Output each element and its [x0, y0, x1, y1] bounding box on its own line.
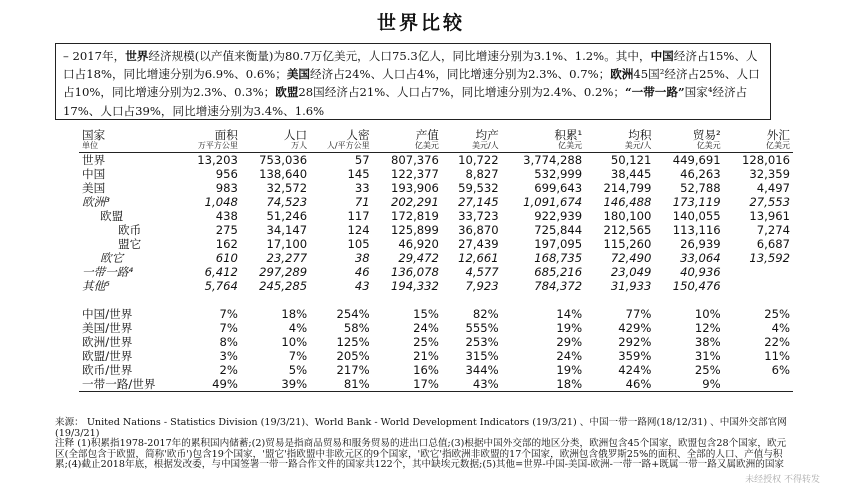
table-cell: 753,036 [241, 153, 310, 168]
table-cell: 145 [347, 167, 370, 181]
unit-label: 美元/人 [442, 142, 502, 153]
summary-europe: 欧洲 [610, 67, 634, 82]
table-row [79, 279, 793, 293]
table-cell: 22% [764, 335, 790, 349]
unit-label: 美元/人 [585, 142, 654, 153]
summary-belt-road: “一带一路” [624, 85, 685, 100]
table-cell: 202,291 [390, 195, 439, 209]
table-cell: 162 [215, 237, 238, 251]
table-cell: 197,095 [534, 237, 583, 251]
row-label: 欧币 [118, 223, 142, 237]
table-cell: 16% [413, 363, 439, 377]
unit-label: 亿美元 [654, 142, 723, 153]
summary-text: 45国²经济占25%、人口占10%，同比增速分别为2.3%、0.3%； [63, 67, 760, 100]
row-label: 欧盟/世界 [82, 349, 133, 363]
table-cell: 50,121 [585, 153, 654, 168]
table-row [79, 153, 793, 168]
table-cell: 105 [347, 237, 370, 251]
table-cell: 173,119 [672, 195, 721, 209]
table-cell: 59,532 [458, 181, 499, 195]
table-cell: 359% [618, 349, 652, 363]
table-cell: 33,723 [458, 209, 499, 223]
column-header: 面积 [214, 128, 238, 142]
table-cell: 168,735 [534, 251, 583, 265]
table-cell: 2% [219, 363, 238, 377]
table-cell: 46 [354, 265, 370, 279]
table-cell: 33 [354, 181, 370, 195]
table-cell: 17,100 [266, 237, 308, 251]
table-cell: 12,661 [458, 251, 499, 265]
table-cell: 180,100 [603, 209, 652, 223]
source-text: 来源： United Nations - Statistics Division (19/3/21)、World Bank - World Development Indicators (19/3/21) 、中国一带一路网(18/12/31) 、中国外交部官网 (19/3/21) [55, 417, 787, 439]
table-cell: 29,472 [398, 251, 439, 265]
table-cell: 40,936 [680, 265, 721, 279]
table-cell: 4% [288, 321, 308, 335]
table-cell: 253% [465, 335, 499, 349]
table-cell: 140,055 [672, 209, 721, 223]
table-cell: 217% [336, 363, 370, 377]
table-row [79, 181, 793, 195]
unit-label: 万平方公里 [181, 142, 241, 153]
table-cell: 3,774,288 [502, 153, 585, 168]
unit-label: 万人 [241, 142, 310, 153]
table-cell: 32,572 [266, 181, 308, 195]
table-cell: 125% [336, 335, 370, 349]
table-cell: 429% [618, 321, 652, 335]
table-cell: 32,359 [749, 167, 790, 181]
row-label: 欧币/世界 [82, 363, 133, 377]
table-cell: 115,260 [603, 237, 652, 251]
table-cell: 555% [465, 321, 499, 335]
table-cell: 4,577 [465, 265, 499, 279]
table-cell: 5,764 [204, 279, 238, 293]
table-cell: 39% [241, 377, 310, 392]
summary-us: 美国 [286, 67, 311, 82]
table-cell: 685,216 [534, 265, 583, 279]
row-label: 其他⁵ [82, 279, 110, 293]
table-cell: 18% [281, 307, 308, 321]
column-header: 均积 [628, 128, 652, 142]
column-header: 外汇 [766, 128, 790, 142]
table-cell: 12% [694, 321, 721, 335]
table-cell: 7,274 [756, 223, 790, 237]
column-header: 积累¹ [554, 128, 583, 142]
table-cell: 214,799 [603, 181, 652, 195]
table-cell: 8% [219, 335, 238, 349]
table-cell: 3% [219, 349, 238, 363]
table-cell: 25% [413, 335, 439, 349]
column-header: 贸易² [692, 128, 721, 142]
table-cell: 438 [215, 209, 238, 223]
table-cell: 424% [618, 363, 652, 377]
table-cell: 6,412 [204, 265, 238, 279]
table-cell: 27,145 [458, 195, 499, 209]
unit-label: 人/平方公里 [310, 142, 373, 153]
table-cell: 10% [694, 307, 721, 321]
table-cell: 6,687 [756, 237, 790, 251]
table-cell [724, 377, 793, 392]
table-cell: 46,263 [680, 167, 721, 181]
table-cell: 983 [215, 181, 238, 195]
table-cell: 7,923 [465, 279, 499, 293]
row-spacer [79, 293, 793, 307]
table-cell: 292% [618, 335, 652, 349]
row-label: 欧它 [100, 251, 124, 265]
table-cell: 13,592 [749, 251, 790, 265]
table-cell: 449,691 [654, 153, 723, 168]
table-cell: 14% [556, 307, 583, 321]
table-cell: 34,147 [266, 223, 308, 237]
table-cell: 23,049 [610, 265, 652, 279]
table-cell: 15% [413, 307, 439, 321]
row-label: 中国/世界 [82, 307, 133, 321]
column-header: 均产 [475, 128, 499, 142]
table-cell: 82% [472, 307, 499, 321]
table-cell: 17% [373, 377, 442, 392]
table-cell: 784,372 [534, 279, 583, 293]
table-cell: 117 [347, 209, 370, 223]
column-header: 人密 [346, 128, 370, 142]
table-cell: 71 [354, 195, 370, 209]
summary-text: 经济占15%、人口占18%，同比增速分别为6.9%、0.6%； [63, 49, 758, 82]
table-cell: 36,870 [458, 223, 499, 237]
table-cell: 7% [219, 307, 238, 321]
table-cell: 344% [465, 363, 499, 377]
table-row [79, 167, 793, 181]
table-cell: 254% [336, 307, 370, 321]
table-cell: 38 [354, 251, 370, 265]
table-cell: 212,565 [603, 223, 652, 237]
table-cell: 46,920 [398, 237, 439, 251]
table-cell: 807,376 [373, 153, 442, 168]
table-cell [724, 265, 793, 279]
table-cell: 7% [288, 349, 308, 363]
table-cell: 33,064 [680, 251, 721, 265]
table-cell: 43 [354, 279, 370, 293]
unit-label: 亿美元 [724, 142, 793, 153]
ratio-row [79, 307, 793, 321]
table-cell: 125,899 [390, 223, 439, 237]
table-cell: 24% [556, 349, 583, 363]
table-cell: 7% [219, 321, 238, 335]
notes [55, 418, 795, 471]
watermark: 未经授权 不得转发 [745, 475, 820, 485]
unit-label: 单位 [79, 142, 181, 153]
column-header: 人口 [283, 128, 308, 142]
table-cell: 122,377 [390, 167, 439, 181]
table-cell: 124 [347, 223, 370, 237]
table-cell: 13,961 [749, 209, 790, 223]
table-cell: 532,999 [534, 167, 583, 181]
spacer-cell [79, 293, 793, 307]
summary-china: 中国 [650, 49, 674, 63]
table-cell: 38% [694, 335, 721, 349]
summary-box [55, 43, 771, 120]
row-label: 美国/世界 [82, 321, 133, 335]
table-cell: 194,332 [390, 279, 439, 293]
row-label: 欧盟 [100, 209, 124, 223]
table-cell: 77% [625, 307, 652, 321]
column-header: 国家 [82, 128, 106, 142]
table-header-row [79, 128, 793, 142]
table-cell: 74,523 [266, 195, 308, 209]
table-cell: 193,906 [390, 181, 439, 195]
unit-label: 亿美元 [502, 142, 585, 153]
row-label: 一带一路/世界 [79, 377, 181, 392]
table-cell: 136,078 [390, 265, 439, 279]
table-cell: 4,497 [756, 181, 790, 195]
summary-text: 经济占24%、人口占4%，同比增速分别为2.3%、0.7%； [310, 67, 611, 82]
table-cell [724, 279, 793, 293]
ratio-row [79, 321, 793, 335]
table-cell: 38,445 [610, 167, 652, 181]
ratio-row [79, 377, 793, 392]
summary-text: 经济规模(以产值来衡量)为80.7万亿美元，人口75.3亿人，同比增速分别为3.1%、1.2%。其中， [148, 49, 651, 63]
table-cell: 49% [181, 377, 241, 392]
table-cell: 113,116 [672, 223, 721, 237]
table-cell: 13,203 [181, 153, 241, 168]
summary-eu: 欧盟 [275, 85, 299, 100]
row-label: 盟它 [118, 237, 142, 251]
table-cell: 23,277 [266, 251, 308, 265]
table-cell: 1,091,674 [523, 195, 583, 209]
row-label: 中国 [82, 167, 106, 181]
row-label: 欧洲/世界 [82, 335, 133, 349]
table-cell: 297,289 [259, 265, 308, 279]
table-cell: 956 [215, 167, 238, 181]
table-cell: 19% [556, 363, 583, 377]
summary-text: 28国经济占21%、人口占7%，同比增速分别为2.4%、0.2%； [298, 85, 625, 100]
table-cell: 138,640 [259, 167, 308, 181]
table-cell: 18% [502, 377, 585, 392]
table-cell: 31,933 [610, 279, 652, 293]
table-cell: 57 [310, 153, 373, 168]
table-cell: 146,488 [603, 195, 652, 209]
table-cell: 10% [281, 335, 308, 349]
table-cell: 610 [215, 251, 238, 265]
row-label: 美国 [82, 181, 106, 195]
table-cell: 51,246 [266, 209, 308, 223]
summary-world: 世界 [125, 49, 149, 63]
table-cell: 52,788 [680, 181, 721, 195]
table-cell: 172,819 [390, 209, 439, 223]
table-cell: 5% [288, 363, 308, 377]
table-cell: 4% [771, 321, 790, 335]
table-cell: 29% [556, 335, 583, 349]
table-cell: 25% [764, 307, 790, 321]
table-cell: 72,490 [610, 251, 652, 265]
table-cell: 21% [413, 349, 439, 363]
summary-text: – 2017年， [63, 49, 126, 63]
table-cell: 10,722 [442, 153, 502, 168]
table-cell: 205% [336, 349, 370, 363]
column-header: 产值 [415, 128, 439, 142]
table-cell: 26,939 [680, 237, 721, 251]
table-row [79, 223, 793, 237]
table-row [79, 195, 793, 209]
table-cell: 19% [556, 321, 583, 335]
table-cell: 46% [585, 377, 654, 392]
table-cell: 275 [215, 223, 238, 237]
table-cell: 6% [771, 363, 790, 377]
table-cell: 27,553 [749, 195, 790, 209]
table-cell: 315% [465, 349, 499, 363]
ratio-row [79, 349, 793, 363]
row-label: 世界 [79, 153, 181, 168]
table-cell: 8,827 [465, 167, 499, 181]
table-cell: 27,439 [458, 237, 499, 251]
table-cell: 128,016 [724, 153, 793, 168]
table-cell: 245,285 [259, 279, 308, 293]
table-cell: 9% [654, 377, 723, 392]
table-cell: 1,048 [204, 195, 238, 209]
ratio-row [79, 363, 793, 377]
table-cell: 25% [694, 363, 721, 377]
comparison-table [79, 128, 793, 392]
ratio-row [79, 335, 793, 349]
table-cell: 43% [442, 377, 502, 392]
table-cell: 699,643 [534, 181, 583, 195]
unit-label: 亿美元 [373, 142, 442, 153]
table-row [79, 237, 793, 251]
table-cell: 24% [413, 321, 439, 335]
row-label: 一带一路⁴ [82, 265, 134, 279]
row-label: 欧洲³ [82, 195, 110, 209]
table-cell: 31% [694, 349, 721, 363]
table-row [79, 251, 793, 265]
table-cell: 725,844 [534, 223, 583, 237]
summary-text: 国家⁴经济占17%、人口占39%，同比增速分别为3.4%、1.6% [63, 85, 748, 118]
table-row [79, 265, 793, 279]
table-cell: 150,476 [672, 279, 721, 293]
table-row [79, 209, 793, 223]
table-cell: 922,939 [534, 209, 583, 223]
page-title: 世界比较 [376, 12, 465, 34]
table-cell: 81% [310, 377, 373, 392]
footnote-text: 注释 (1)积累指1978-2017年的累积国内储蓄;(2)贸易是指商品贸易和服务贸易的进出口总值;(3)根据中国外交部的地区分类，欧洲包含45个国家，欧盟包含28个国家，欧元区(全部包含于欧盟，简称'欧币')包含19个国家，'盟它'指欧盟中非欧元区的9个国家，'欧它'指欧洲非欧盟的17个国家，欧洲包含俄罗斯25%的面积、全部的人口、产值与积累;(4)截止2018年底，根据发改委，与中国签署一带一路合作文件的国家共122个，其中缺埃元数据;(5)其他=世界-中国-美国-欧洲-一带一路+既属一带一路又属欧洲的国家 [55, 438, 787, 471]
table-cell: 11% [764, 349, 790, 363]
table-unit-row [79, 142, 793, 153]
table-cell: 58% [343, 321, 370, 335]
